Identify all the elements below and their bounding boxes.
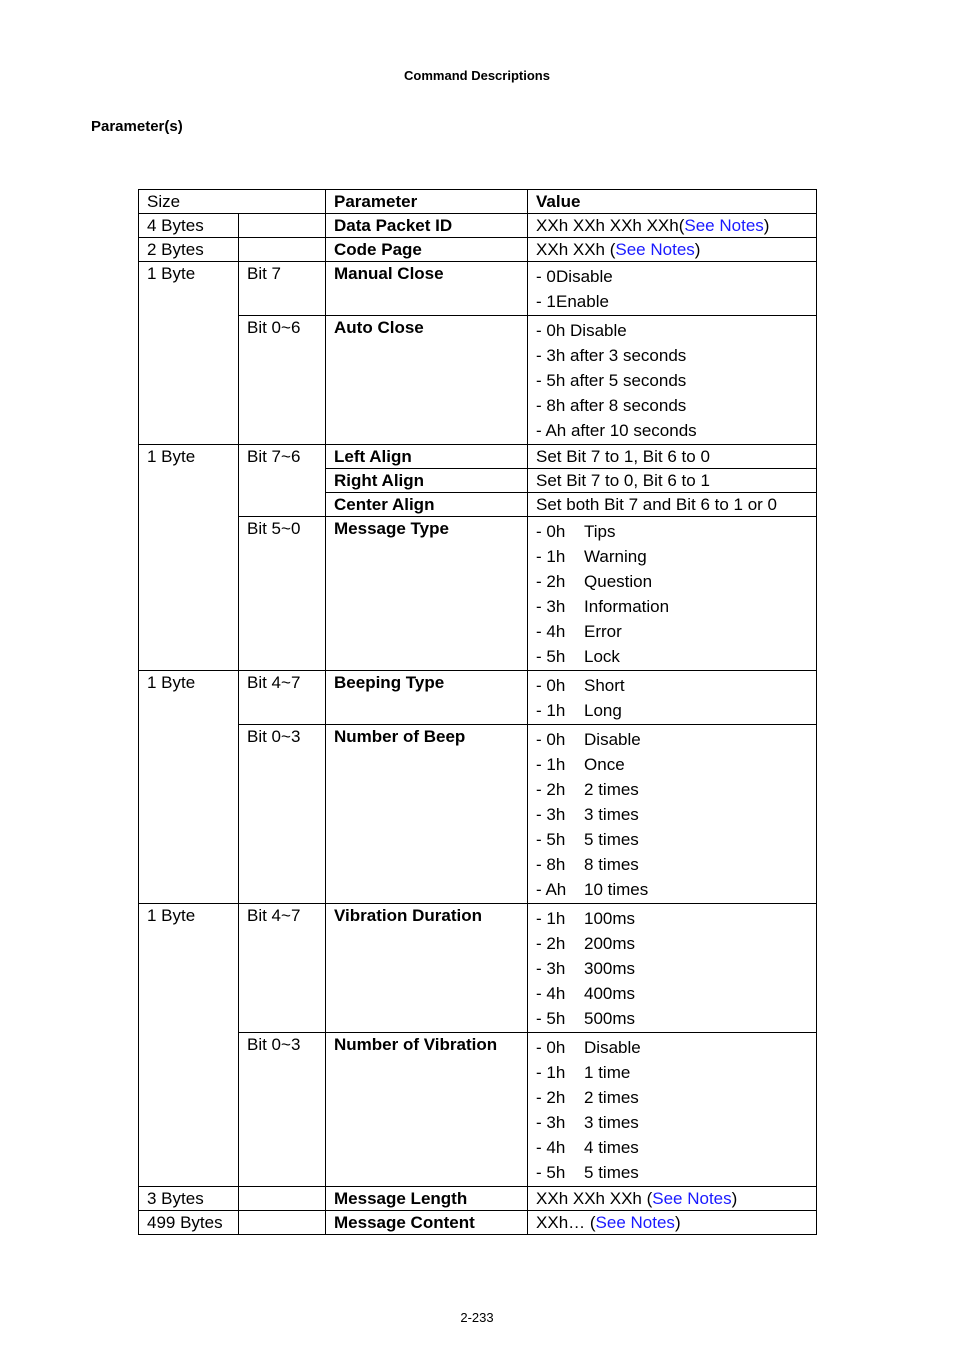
size-cell: 1 Byte	[139, 904, 239, 1187]
table-row	[139, 671, 817, 725]
value-code: - 1h	[536, 755, 566, 774]
value-text: Tips	[584, 522, 616, 541]
value-line	[536, 906, 808, 931]
value-cell: Set both Bit 7 and Bit 6 to 1 or 0	[528, 493, 817, 517]
size-cell: 1 Byte	[139, 262, 239, 445]
value-code: - 0h	[536, 676, 566, 695]
value-cell	[528, 238, 817, 262]
value-text: 3 times	[584, 805, 639, 824]
value-code: - 4h	[536, 984, 566, 1003]
see-notes-link[interactable]: See Notes	[684, 216, 764, 235]
value-code: - 2h	[536, 1088, 566, 1107]
value-text: Long	[584, 701, 622, 720]
value-cell	[528, 671, 817, 725]
parameter-cell: Number of Vibration	[326, 1033, 528, 1187]
value-text: 3 times	[584, 1113, 639, 1132]
value-code: - 4h	[536, 622, 566, 641]
bit-cell: Bit 4~7	[239, 904, 326, 1033]
value-line	[536, 956, 808, 981]
value-code: - 3h	[536, 597, 566, 616]
value-code: - 0	[536, 267, 556, 286]
value-code: - 1h	[536, 909, 566, 928]
size-cell: 3 Bytes	[139, 1187, 239, 1211]
value-line	[536, 852, 808, 877]
value-code: - 3h	[536, 959, 566, 978]
table-header-row	[139, 190, 817, 214]
value-text: 100ms	[584, 909, 636, 928]
value-text: 5 times	[584, 1163, 639, 1182]
value-cell	[528, 1033, 817, 1187]
value-code: - 1h	[536, 701, 566, 720]
table-row	[139, 1033, 817, 1187]
parameter-cell: Center Align	[326, 493, 528, 517]
page-number: 2-233	[460, 1310, 494, 1325]
parameter-cell: Right Align	[326, 469, 528, 493]
value-text: 400ms	[584, 984, 636, 1003]
value-cell	[528, 517, 817, 671]
bit-cell	[239, 1187, 326, 1211]
value-line	[536, 519, 808, 544]
table-row	[139, 517, 817, 671]
value-line: - 5h after 5 seconds	[536, 371, 687, 390]
value-line	[536, 673, 808, 698]
value-line	[536, 827, 808, 852]
value-text: 2 times	[584, 1088, 639, 1107]
value-cell: Set Bit 7 to 0, Bit 6 to 1	[528, 469, 817, 493]
value-suffix: )	[731, 1189, 738, 1208]
parameter-cell: Number of Beep	[326, 725, 528, 904]
table-row	[139, 904, 817, 1033]
value-line: - 0h Disable	[536, 321, 627, 340]
parameter-cell: Code Page	[326, 238, 528, 262]
value-code: - 0h	[536, 730, 566, 749]
value-text: Warning	[584, 547, 647, 566]
value-text: 1 time	[584, 1063, 631, 1082]
value-line	[536, 698, 808, 723]
value-text: 500ms	[584, 1009, 636, 1028]
table-row	[139, 725, 817, 904]
table-row	[139, 262, 817, 316]
value-line	[536, 981, 808, 1006]
size-cell: 4 Bytes	[139, 214, 239, 238]
value-text: Once	[584, 755, 625, 774]
value-line	[536, 1085, 808, 1110]
value-line	[536, 1135, 808, 1160]
running-header: Command Descriptions	[404, 68, 550, 83]
bit-cell: Bit 4~7	[239, 671, 326, 725]
value-line	[536, 777, 808, 802]
value-text: Disable	[584, 1038, 641, 1057]
value-code: - 0h	[536, 1038, 566, 1057]
value-line	[536, 877, 808, 902]
value-text: Information	[584, 597, 670, 616]
see-notes-link[interactable]: See Notes	[615, 240, 695, 259]
value-line: - 3h after 3 seconds	[536, 346, 687, 365]
size-cell: 499 Bytes	[139, 1211, 239, 1235]
bit-cell: Bit 5~0	[239, 517, 326, 671]
value-suffix: )	[674, 1213, 681, 1232]
value-line	[536, 1060, 808, 1085]
value-line	[536, 802, 808, 827]
table-row	[139, 1211, 817, 1235]
value-line	[536, 289, 808, 314]
value-line	[536, 931, 808, 956]
value-code: - 3h	[536, 805, 566, 824]
value-text: Question	[584, 572, 653, 591]
value-cell	[528, 904, 817, 1033]
value-text: Disable	[556, 267, 613, 286]
parameter-cell: Message Type	[326, 517, 528, 671]
value-line	[536, 544, 808, 569]
value-line	[536, 594, 808, 619]
value-code: - 1	[536, 292, 556, 311]
value-text: 8 times	[584, 855, 639, 874]
parameter-header: Parameter	[326, 190, 528, 214]
value-line	[536, 1035, 808, 1060]
value-code: - Ah	[536, 880, 567, 899]
value-text: 10 times	[584, 880, 649, 899]
bit-cell: Bit 0~3	[239, 725, 326, 904]
value-code: - 0h	[536, 522, 566, 541]
value-code: - 5h	[536, 1009, 566, 1028]
value-code: - 8h	[536, 855, 566, 874]
value-code: - 2h	[536, 934, 566, 953]
value-cell	[528, 1187, 817, 1211]
table-row	[139, 1187, 817, 1211]
table-row	[139, 316, 817, 445]
value-text: Short	[584, 676, 625, 695]
value-code: - 4h	[536, 1138, 566, 1157]
value-line	[536, 752, 808, 777]
value-text: Lock	[584, 647, 620, 666]
size-header: Size	[139, 190, 326, 214]
parameter-cell: Beeping Type	[326, 671, 528, 725]
value-line	[536, 619, 808, 644]
value-prefix: XXh… (	[536, 1213, 596, 1232]
value-line: - 8h after 8 seconds	[536, 396, 687, 415]
value-code: - 5h	[536, 830, 566, 849]
value-line	[536, 644, 808, 669]
value-line	[536, 1110, 808, 1135]
value-line	[536, 727, 808, 752]
value-cell	[528, 1211, 817, 1235]
value-code: - 1h	[536, 547, 566, 566]
value-code: - 1h	[536, 1063, 566, 1082]
value-prefix: XXh XXh XXh (	[536, 1189, 653, 1208]
parameter-cell: Auto Close	[326, 316, 528, 445]
value-code: - 2h	[536, 572, 566, 591]
value-header: Value	[528, 190, 817, 214]
value-suffix: )	[763, 216, 770, 235]
value-prefix: XXh XXh XXh XXh(	[536, 216, 685, 235]
see-notes-link[interactable]: See Notes	[595, 1213, 675, 1232]
value-suffix: )	[694, 240, 701, 259]
bit-cell: Bit 7	[239, 262, 326, 316]
parameter-cell: Left Align	[326, 445, 528, 469]
bit-cell: Bit 7~6	[239, 445, 326, 517]
value-line	[536, 264, 808, 289]
value-code: - 2h	[536, 780, 566, 799]
value-code: - 5h	[536, 1163, 566, 1182]
bit-cell	[239, 238, 326, 262]
size-cell: 1 Byte	[139, 445, 239, 671]
size-cell: 1 Byte	[139, 671, 239, 904]
value-cell	[528, 316, 817, 445]
table-row	[139, 238, 817, 262]
value-text: 200ms	[584, 934, 636, 953]
parameter-cell: Message Length	[326, 1187, 528, 1211]
parameters-table	[138, 189, 817, 1235]
value-cell: Set Bit 7 to 1, Bit 6 to 0	[528, 445, 817, 469]
parameter-cell: Manual Close	[326, 262, 528, 316]
value-text: Enable	[556, 292, 609, 311]
value-prefix: XXh XXh (	[536, 240, 616, 259]
value-text: Error	[584, 622, 622, 641]
value-line	[536, 569, 808, 594]
bit-cell: Bit 0~3	[239, 1033, 326, 1187]
value-code: - 5h	[536, 647, 566, 666]
value-line: - Ah after 10 seconds	[536, 421, 697, 440]
bit-cell: Bit 0~6	[239, 316, 326, 445]
see-notes-link[interactable]: See Notes	[652, 1189, 732, 1208]
value-text: 300ms	[584, 959, 636, 978]
parameter-cell: Vibration Duration	[326, 904, 528, 1033]
value-text: 5 times	[584, 830, 639, 849]
table-row	[139, 445, 817, 469]
value-text: 4 times	[584, 1138, 639, 1157]
parameter-cell: Data Packet ID	[326, 214, 528, 238]
value-code: - 3h	[536, 1113, 566, 1132]
value-cell	[528, 262, 817, 316]
value-text: Disable	[584, 730, 641, 749]
value-cell	[528, 214, 817, 238]
value-line	[536, 1006, 808, 1031]
section-title: Parameter(s)	[91, 118, 183, 135]
value-cell	[528, 725, 817, 904]
value-line	[536, 1160, 808, 1185]
size-cell: 2 Bytes	[139, 238, 239, 262]
bit-cell	[239, 1211, 326, 1235]
parameter-cell: Message Content	[326, 1211, 528, 1235]
table-row	[139, 214, 817, 238]
bit-cell	[239, 214, 326, 238]
value-text: 2 times	[584, 780, 639, 799]
